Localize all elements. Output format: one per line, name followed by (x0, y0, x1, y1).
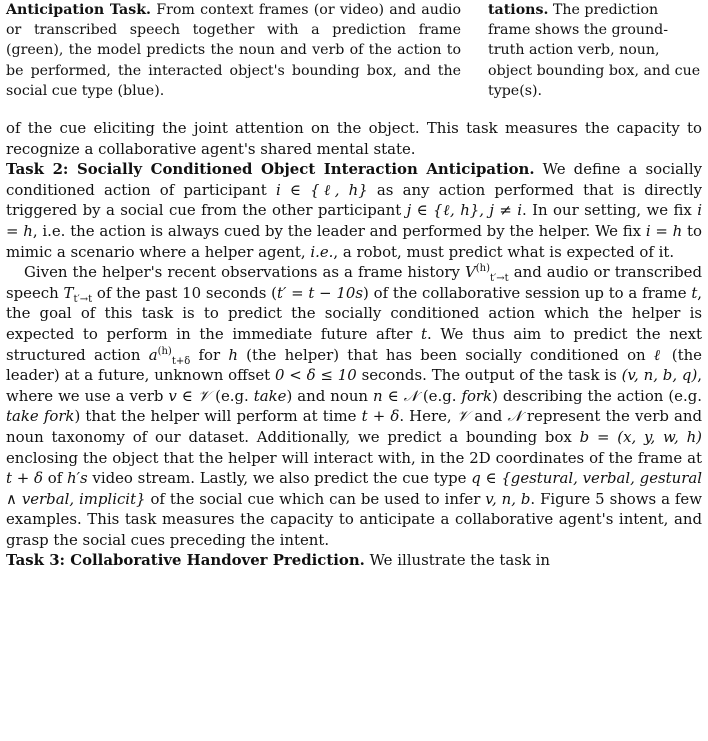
math: T (63, 283, 74, 302)
text-run: ) and noun (286, 386, 373, 405)
math: a (148, 345, 158, 364)
math: i = h (645, 221, 683, 240)
math: i ∈ {ℓ, h} (275, 180, 368, 199)
text-run: . We thus aim to predict the next structured action (6, 324, 702, 364)
math-sub: t+δ (171, 355, 191, 367)
figure-caption-left (6, 0, 461, 118)
math: ℓ (653, 345, 664, 364)
text-run: to mimic a scenario where a helper agent, (6, 221, 703, 261)
text-run: and (469, 407, 508, 426)
text-run: . Figure 5 shows a few examples. This task measures the capacity to anticipate a collaborative agent's intent, and grasp the social cues preceding the intent. (6, 489, 702, 549)
text-run: , i.e. the action is always cued by the leader and performed by the helper. We fix (32, 221, 646, 240)
math: 𝒩 (507, 407, 522, 426)
math: V (464, 263, 476, 282)
caption-left-bold: Anticipation Task. (6, 2, 151, 18)
text-run: of (42, 469, 68, 488)
text-run: (e.g. (210, 386, 254, 405)
math: t (691, 283, 698, 302)
text-run: , a robot, must predict what is expected of it. (333, 242, 675, 261)
text-run: video stream. Lastly, we also predict the cue type (87, 469, 472, 488)
text-run: of the past 10 seconds ( (92, 283, 277, 302)
text-run: ) of the collaborative session up to a frame (363, 283, 692, 302)
text-run: enclosing the object that the helper will interact with, in the 2D coordinates of the frame at (6, 448, 702, 467)
text-run: (e.g. (417, 386, 462, 405)
math: j ∈ {ℓ, h}, j ≠ i (406, 201, 523, 220)
math: h′s (67, 469, 88, 488)
figure-captions (6, 0, 702, 118)
task2-paragraph-2 (6, 262, 702, 550)
text-run: ) that the helper will perform at time (74, 407, 362, 426)
math: (v, n, b, q) (621, 366, 698, 385)
text-run: seconds. The output of the task is (356, 366, 622, 385)
text-run: ) describing the action (e.g. (492, 386, 702, 405)
text-run: (the leader) at a future, unknown offset (6, 345, 702, 385)
math-sup: (h) (475, 263, 490, 275)
math-sup: (h) (157, 345, 172, 357)
task2-paragraph-1 (6, 159, 702, 262)
math: n ∈ 𝒩 (373, 386, 418, 405)
text-run: for (190, 345, 229, 364)
math: i = h (6, 201, 702, 240)
math-sub: t′→t (489, 273, 509, 285)
text-run: , where we use a verb (6, 366, 702, 405)
emphasis: fork (461, 386, 493, 405)
math: 𝒱 (456, 407, 470, 426)
text-run: We define a socially conditioned action of participant (6, 160, 702, 199)
caption-left-text: From context frames (or video) and audio or transcribed speech together with a prediction frame (green), the model predicts the noun and verb of the action to be performed, the interacted object's bounding box, and the social cue type (blue). (6, 2, 461, 99)
task2-heading: Task 2: Socially Conditioned Object Interaction Anticipation. (6, 160, 535, 179)
emphasis: take (253, 386, 287, 405)
task3-heading: Task 3: Collaborative Handover Prediction. (6, 551, 365, 570)
emphasis: i.e. (310, 242, 334, 261)
text-run: of the social cue which can be used to infer (145, 489, 486, 508)
math: t + δ (361, 407, 400, 426)
text-run: . Here, (399, 407, 457, 426)
math: h (228, 345, 238, 364)
math: b = (x, y, w, h) (579, 427, 702, 446)
text-run: We illustrate the task in (364, 551, 550, 570)
math: t′ = t − 10s (277, 283, 364, 302)
text-run: (the helper) that has been socially conditioned on (237, 345, 654, 364)
caption-right-text: The prediction frame shows the ground-truth action verb, noun, object bounding box, and cue type(s). (488, 2, 701, 99)
caption-right-bold: tations. (488, 2, 549, 18)
text-run: Given the helper's recent observations as a frame history (24, 263, 465, 282)
paper-page (6, 0, 702, 571)
intro-paragraph: of the cue eliciting the joint attention on the object. This task measures the capacity to recognize a collaborative agent's shared mental state. (6, 119, 702, 158)
figure-caption-right (488, 0, 702, 118)
text-run: represent the verb and noun taxonomy of our dataset. Additionally, we predict a bounding box (6, 407, 702, 446)
emphasis: take fork (6, 407, 75, 426)
math: t + δ (6, 469, 43, 488)
math: v, n, b (485, 489, 531, 508)
body-text (6, 118, 702, 571)
math: t (421, 324, 427, 343)
text-run: and audio or transcribed speech (6, 263, 702, 302)
text-run: as any action performed that is directly triggered by a social cue from the other participant (6, 180, 703, 220)
math: 0 < δ ≤ 10 (274, 366, 357, 385)
text-run: , the goal of this task is to predict the socially conditioned action which the helper is expected to perform in the immediate future after (6, 283, 703, 343)
math-sub: t′→t (73, 293, 93, 305)
task3-paragraph (6, 550, 702, 571)
math: q ∈ {gestural, verbal, gestural ∧ verbal, implicit} (6, 469, 702, 508)
math: v ∈ 𝒱 (168, 386, 211, 405)
text-run: . In our setting, we fix (522, 201, 698, 220)
